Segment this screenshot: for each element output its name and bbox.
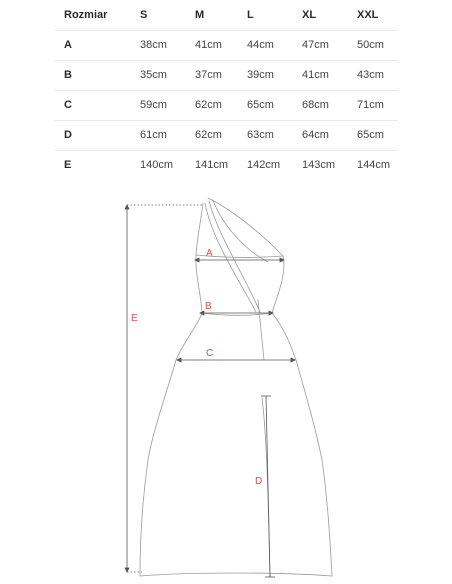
table-cell: 144cm	[357, 159, 391, 172]
measure-c-label: C	[206, 348, 214, 359]
table-cell: 63cm	[247, 129, 274, 141]
row-label: D	[64, 129, 72, 141]
table-cell: 62cm	[195, 99, 222, 111]
measure-a-label: A	[206, 248, 213, 259]
table-cell: 41cm	[302, 69, 329, 81]
table-cell: 62cm	[195, 129, 222, 141]
header-l: L	[247, 8, 254, 21]
measurement-letters	[131, 248, 262, 487]
dress-hem	[140, 573, 332, 576]
table-cell: 43cm	[357, 69, 384, 81]
dress-right-edge	[208, 198, 332, 576]
table-cell: 44cm	[247, 39, 274, 51]
table-cell: 64cm	[302, 129, 329, 141]
table-cell: 38cm	[140, 39, 167, 51]
dress-outline	[140, 198, 332, 576]
table-cell: 143cm	[302, 159, 336, 172]
measure-b-label: B	[205, 301, 212, 312]
measure-e-label: E	[131, 313, 138, 324]
row-label: E	[64, 159, 72, 172]
header-xl: XL	[302, 8, 317, 21]
table-cell: 39cm	[247, 69, 274, 81]
measurement-lines	[125, 205, 295, 577]
table-cell: 61cm	[140, 129, 167, 141]
table-cell: 47cm	[302, 39, 329, 51]
table-cell: 141cm	[195, 159, 229, 172]
table-cell: 142cm	[247, 159, 281, 172]
measure-d-line	[266, 396, 270, 577]
table-cell: 35cm	[140, 69, 167, 81]
table-cell: 65cm	[357, 129, 384, 141]
dress-drape-fold	[213, 200, 268, 262]
header-s: S	[140, 8, 148, 21]
row-label: B	[64, 69, 72, 81]
header-size-label: Rozmiar	[64, 8, 108, 21]
table-cell: 65cm	[247, 99, 274, 111]
header-xxl: XXL	[357, 8, 379, 21]
row-label: A	[64, 39, 72, 51]
table-cell: 37cm	[195, 69, 222, 81]
table-cell: 59cm	[140, 99, 167, 111]
table-cell: 41cm	[195, 39, 222, 51]
measure-d-label: D	[255, 476, 263, 487]
header-m: M	[195, 8, 205, 21]
dress-slit	[262, 398, 270, 576]
dress-inner-line	[258, 300, 264, 360]
table-cell: 68cm	[302, 99, 329, 111]
table-cell: 140cm	[140, 159, 174, 172]
table-cell: 50cm	[357, 39, 384, 51]
dress-left-edge	[140, 203, 203, 576]
row-label: C	[64, 99, 72, 111]
table-cell: 71cm	[357, 99, 384, 111]
